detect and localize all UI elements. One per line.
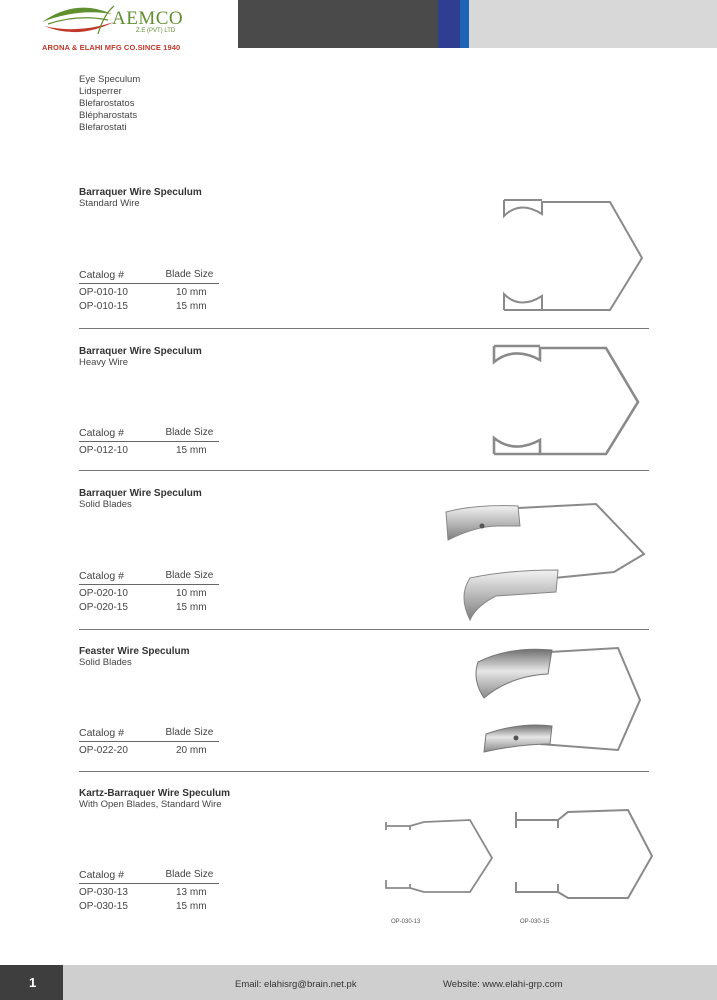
blade-size-header: Blade Size [165,727,214,738]
blade-size: 15 mm [176,445,207,456]
catalog-number: OP-010-15 [79,301,128,312]
blade-size: 15 mm [176,602,207,613]
blade-size: 10 mm [176,588,207,599]
section-barraquer-standard [79,187,202,209]
speculum-kartz-15-image [508,802,658,908]
product-name: Lidsperrer [79,86,122,97]
table-row [79,901,236,912]
header-gray-bar [469,0,717,48]
table-header [79,869,219,884]
product-name: Blefarostatos [79,98,135,109]
section-barraquer-solid [79,488,202,510]
catalog-header: Catalog # [79,269,124,281]
catalog-number: OP-030-13 [79,887,128,898]
company-name: AEMCO [112,8,184,29]
speculum-solid-blades-image [436,496,654,626]
section-title: Kartz-Barraquer Wire Speculum [79,788,231,799]
section-kartz-barraquer [79,788,230,810]
blade-size: 15 mm [176,901,207,912]
catalog-table [79,727,236,756]
page-number: 1 [29,975,37,990]
company-subtitle: Z.E (PVT) LTD [136,28,176,34]
section-title: Barraquer Wire Speculum [79,488,202,499]
section-subtitle: Heavy Wire [79,357,129,368]
table-header [79,570,219,585]
blade-size-header: Blade Size [165,869,214,880]
page-number-block [0,965,63,1000]
table-row [79,445,236,456]
section-divider [79,470,649,471]
blade-size: 13 mm [176,887,207,898]
catalog-table [79,869,236,912]
blade-size-header: Blade Size [165,427,214,438]
section-title: Barraquer Wire Speculum [79,346,202,357]
speculum-heavy-wire-image [488,338,648,463]
blade-size-header: Blade Size [165,570,214,581]
catalog-number: OP-022-20 [79,745,128,756]
footer-bar [0,965,717,1000]
section-divider [79,629,649,630]
company-tagline: ARONA & ELAHI MFG CO.SINCE 1940 [42,43,181,52]
blade-size: 10 mm [176,287,207,298]
speculum-feaster-image [470,640,650,766]
section-divider [79,328,649,329]
product-name: Blefarostati [79,122,127,133]
section-title: Barraquer Wire Speculum [79,187,202,198]
speculum-standard-wire-image [490,192,650,317]
image-caption: OP-030-13 [391,919,421,925]
company-logo-icon [38,4,118,42]
table-header [79,427,219,442]
table-row [79,887,236,898]
section-title: Feaster Wire Speculum [79,646,190,657]
header-dark-bar [238,0,438,48]
table-row [79,287,236,298]
section-barraquer-heavy [79,346,202,368]
blade-size: 20 mm [176,745,207,756]
section-subtitle: Standard Wire [79,198,140,209]
table-row [79,588,236,599]
catalog-number: OP-012-10 [79,445,128,456]
table-row [79,301,236,312]
footer-email: Email: elahisrg@brain.net.pk [235,979,357,990]
section-subtitle: With Open Blades, Standard Wire [79,799,222,810]
catalog-number: OP-020-15 [79,602,128,613]
section-divider [79,771,649,772]
blade-size-header: Blade Size [165,269,214,280]
section-subtitle: Solid Blades [79,499,132,510]
table-header [79,727,219,742]
catalog-header: Catalog # [79,869,124,881]
catalog-table [79,570,236,613]
speculum-kartz-13-image [380,810,500,900]
header-light-blue-stripe [460,0,469,48]
image-caption: OP-030-15 [520,919,550,925]
header-blue-stripe [438,0,460,48]
product-name: Eye Speculum [79,74,141,85]
catalog-number: OP-030-15 [79,901,128,912]
product-names-list [79,74,140,134]
footer-website: Website: www.elahi-grp.com [443,979,563,990]
section-subtitle: Solid Blades [79,657,132,668]
catalog-header: Catalog # [79,727,124,739]
table-row [79,745,236,756]
table-row [79,602,236,613]
catalog-header: Catalog # [79,427,124,439]
catalog-table [79,427,236,456]
catalog-header: Catalog # [79,570,124,582]
table-header [79,269,219,284]
blade-size: 15 mm [176,301,207,312]
product-name: Blépharostats [79,110,138,121]
catalog-table [79,269,236,312]
catalog-number: OP-010-10 [79,287,128,298]
catalog-number: OP-020-10 [79,588,128,599]
section-feaster [79,646,190,668]
